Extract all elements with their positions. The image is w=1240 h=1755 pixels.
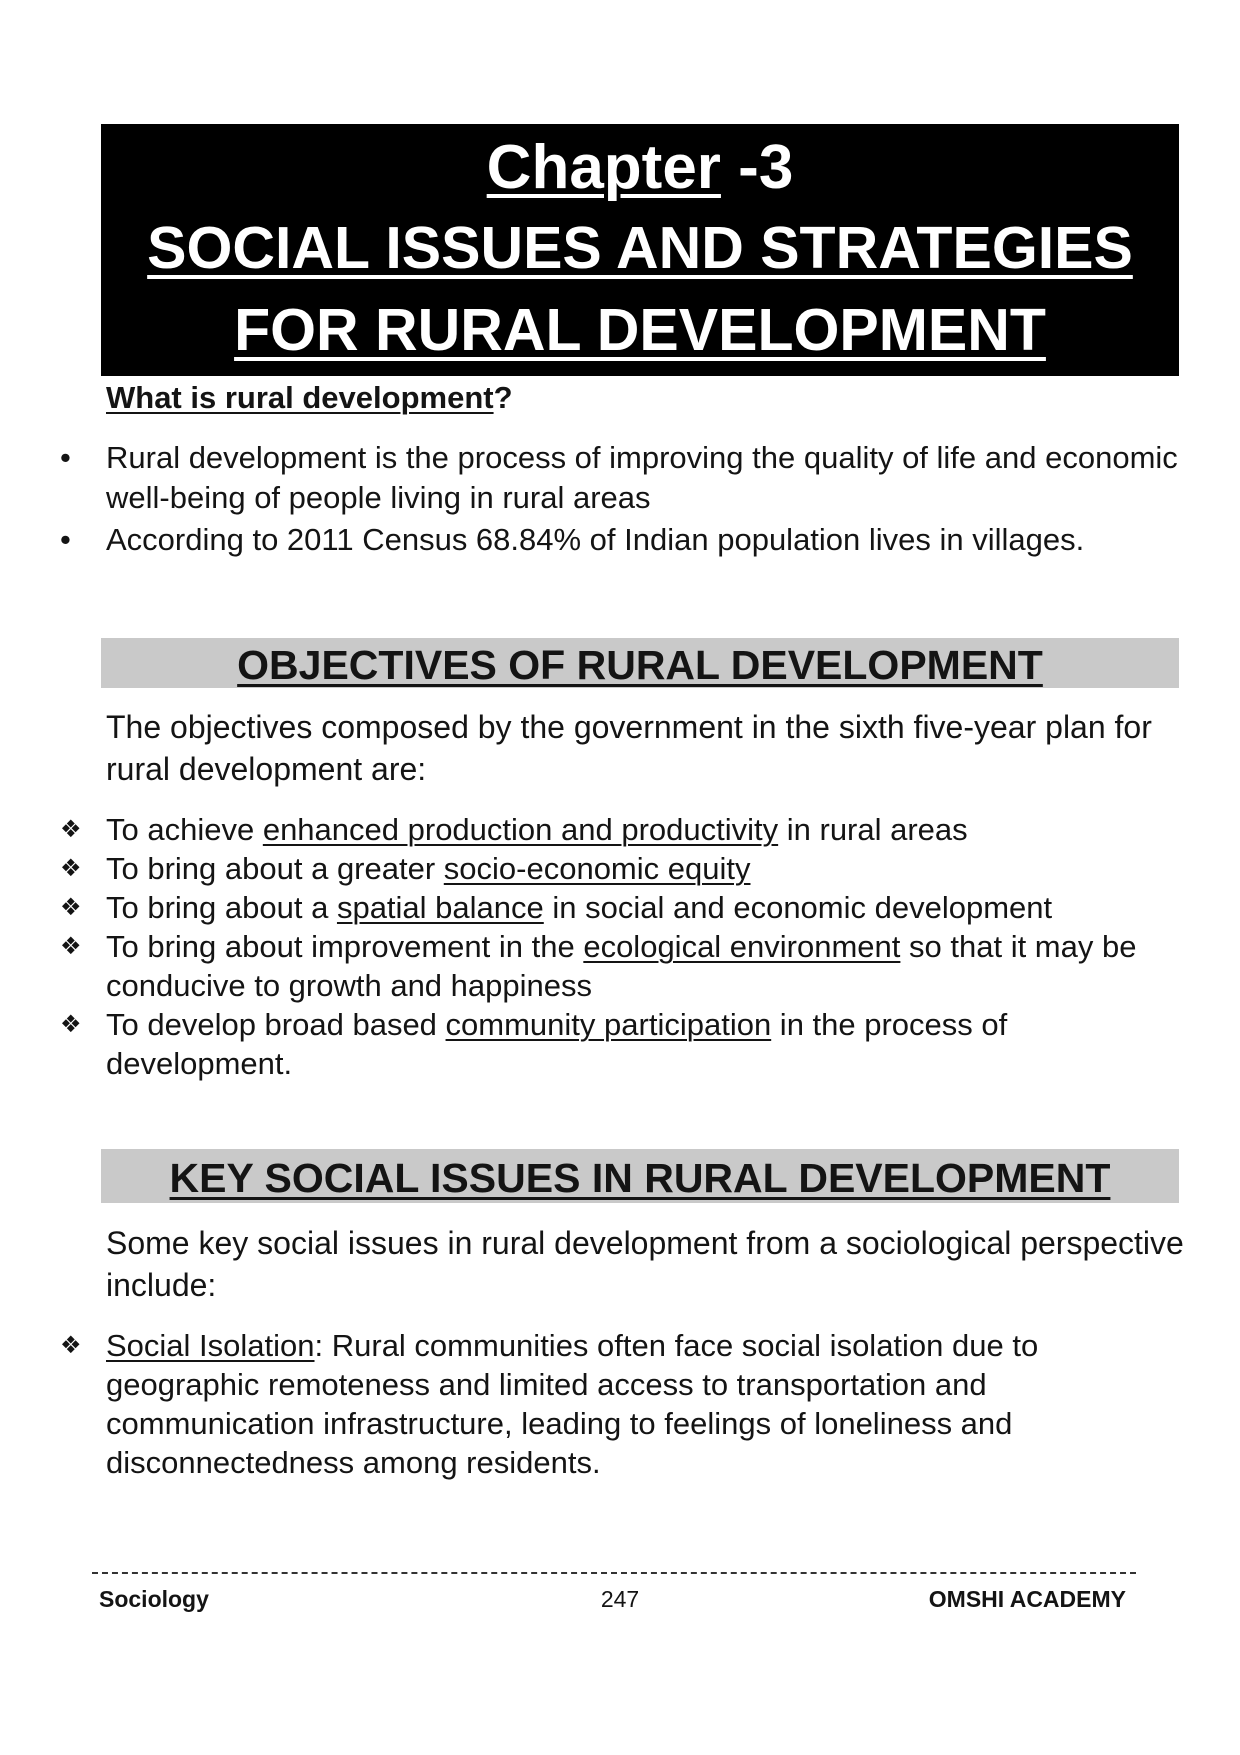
list-item: ❖ To bring about improvement in the ecological environment so that it may be conducive to growth and happiness	[60, 929, 1137, 1003]
footer-divider	[92, 1572, 1136, 1574]
chapter-title-block	[101, 124, 1179, 376]
bullet-icon: •	[60, 522, 71, 557]
key-term: socio-economic equity	[443, 851, 751, 886]
list-item: ❖ To develop broad based community participation in the process of development.	[60, 1007, 1008, 1081]
list-item: ❖ To achieve enhanced production and productivity in rural areas	[60, 812, 968, 847]
key-term: enhanced production and productivity	[262, 812, 779, 847]
diamond-bullet-icon: ❖	[60, 855, 82, 882]
chapter-number-value: -3	[738, 133, 794, 202]
list-item: ❖ To bring about a greater socio-economic equity	[60, 851, 751, 886]
key-term: Social Isolation	[106, 1328, 315, 1363]
diamond-bullet-icon: ❖	[60, 1011, 82, 1038]
footer-publisher: OMSHI ACADEMY	[928, 1586, 1126, 1612]
list-item: ❖ Social Isolation: Rural communities often face social isolation due to geographic remoteness and limited access to transportation and communication infrastructure, leading to feelings of loneliness and disconnectedness among residents.	[60, 1328, 1039, 1480]
intro-bullet-list	[60, 438, 1190, 562]
chapter-title-line-1: SOCIAL ISSUES AND STRATEGIES	[147, 215, 1133, 281]
list-item: • Rural development is the process of improving the quality of life and economic well-being of people living in rural areas	[60, 440, 1178, 515]
key-term: spatial balance	[336, 890, 544, 925]
list-item: • According to 2011 Census 68.84% of Indian population lives in villages.	[60, 520, 1190, 560]
key-issues-heading: KEY SOCIAL ISSUES IN RURAL DEVELOPMENT	[101, 1149, 1179, 1203]
diamond-bullet-icon: ❖	[60, 894, 82, 921]
key-issues-list	[60, 1326, 1190, 1482]
objectives-list	[60, 810, 1190, 1083]
key-issues-intro: Some key social issues in rural development from a sociological perspective include:	[106, 1225, 1184, 1303]
question-heading: What is rural development?	[106, 380, 513, 415]
footer-page-number: 247	[600, 1586, 640, 1612]
key-term: ecological environment	[583, 929, 901, 964]
diamond-bullet-icon: ❖	[60, 816, 82, 843]
chapter-label: Chapter	[486, 133, 721, 202]
chapter-title-line-2: FOR RURAL DEVELOPMENT	[234, 297, 1046, 363]
list-item: ❖ To bring about a spatial balance in social and economic development	[60, 890, 1053, 925]
bullet-icon: •	[60, 440, 71, 475]
objectives-heading: OBJECTIVES OF RURAL DEVELOPMENT	[101, 638, 1179, 688]
objectives-intro: The objectives composed by the government in the sixth five-year plan for rural development are:	[106, 709, 1152, 787]
footer-subject: Sociology	[99, 1586, 209, 1612]
diamond-bullet-icon: ❖	[60, 1332, 82, 1359]
key-term: community participation	[445, 1007, 772, 1042]
chapter-number	[101, 128, 1179, 208]
diamond-bullet-icon: ❖	[60, 933, 82, 960]
